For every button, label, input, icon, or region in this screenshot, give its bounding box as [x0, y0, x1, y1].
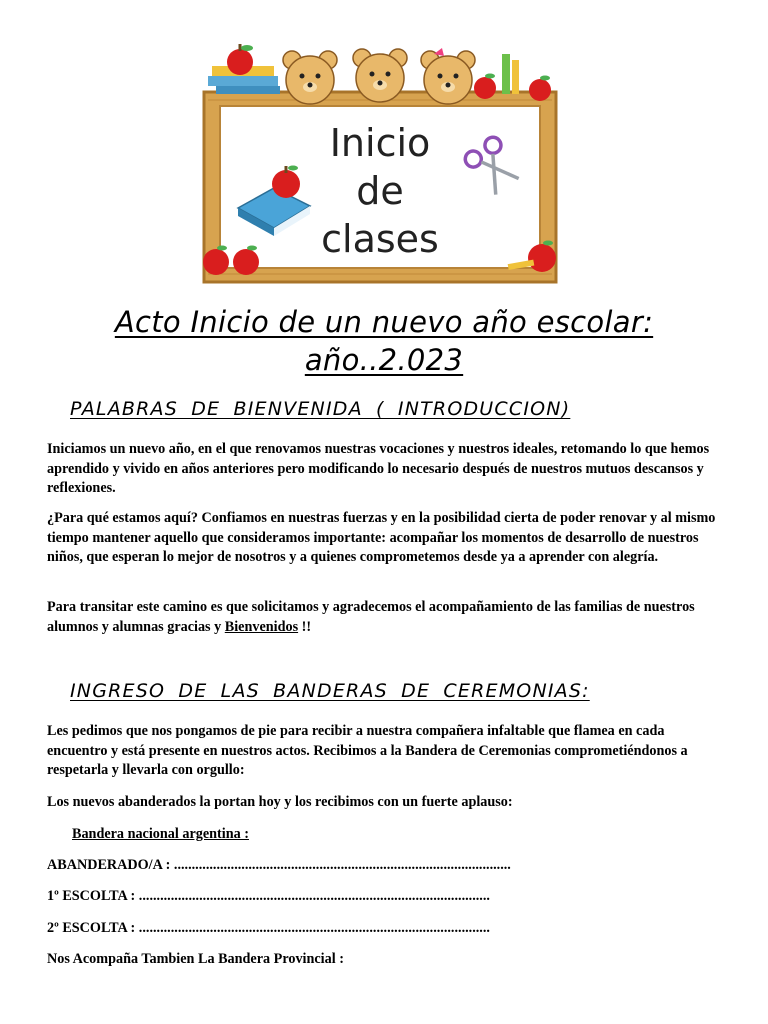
inicio-de-clases-illustration	[190, 40, 570, 288]
bienvenidos-text: Bienvenidos	[224, 618, 299, 635]
section-heading-bienvenida: PALABRAS DE BIENVENIDA ( INTRODUCCION)	[70, 398, 571, 420]
board-text-line2: de	[356, 169, 404, 213]
teddy-bear-icon	[421, 48, 475, 104]
board-text-line1: Inicio	[329, 121, 431, 165]
paragraph-flag-welcome: Les pedimos que nos pongamos de pie para recibir a nuestra compañera infaltable que flamea en cada encuentro y está presente en nuestros actos. Recibimos a la Bandera de Ceremonias comprometiéndonos a respetarla y llevarla con orgullo:	[47, 723, 688, 778]
board-text-line3: clases	[321, 217, 439, 261]
books-stack-icon	[208, 76, 278, 86]
escolta2-line: 2º ESCOLTA : ...................................................................................................	[47, 920, 490, 936]
paragraph-abanderados: Los nuevos abanderados la portan hoy y los recibimos con un fuerte aplauso:	[47, 794, 513, 810]
paragraph-intro: Iniciamos un nuevo año, en el que renovamos nuestras vocaciones y nuestros ideales, retomando lo que hemos aprendido y vivido en años anteriores pero modificando lo necesario después de nuestros mutuos descansos y reflexiones.	[47, 441, 710, 496]
paragraph-families-end: !!	[298, 618, 312, 635]
page-title-line1: Acto Inicio de un nuevo año escolar:	[114, 305, 654, 339]
apple-icon	[474, 74, 496, 100]
paragraph-families	[47, 598, 727, 637]
apple-icon	[529, 76, 551, 102]
section-heading-banderas: INGRESO DE LAS BANDERAS DE CEREMONIAS:	[70, 680, 590, 702]
escolta1-line: 1º ESCOLTA : ...................................................................................................	[47, 888, 490, 904]
paragraph-purpose: ¿Para qué estamos aquí? Confiamos en nuestras fuerzas y en la posibilidad cierta de poder renovar y al mismo tiempo mantener aquello que consideramos importante: acompañar los momentos de desarrollo de nuestros niños, que esperan lo mejor de nosotros y a quienes comprometemos desde ya a aprender con alegría.	[47, 510, 716, 565]
bandera-nacional-label: Bandera nacional argentina :	[72, 826, 249, 842]
apple-icon	[227, 44, 253, 75]
bandera-provincial-line: Nos Acompaña Tambien La Bandera Provincial :	[47, 951, 344, 967]
paragraph-families-text: Para transitar este camino es que solicitamos y agradecemos el acompañamiento de las familias de nuestros alumnos y alumnas gracias y	[47, 599, 695, 635]
abanderado-line: ABANDERADO/A : ...............................................................................................	[47, 857, 511, 873]
pencil-icon	[502, 54, 510, 94]
page-title-line2: año..2.023	[304, 343, 464, 377]
